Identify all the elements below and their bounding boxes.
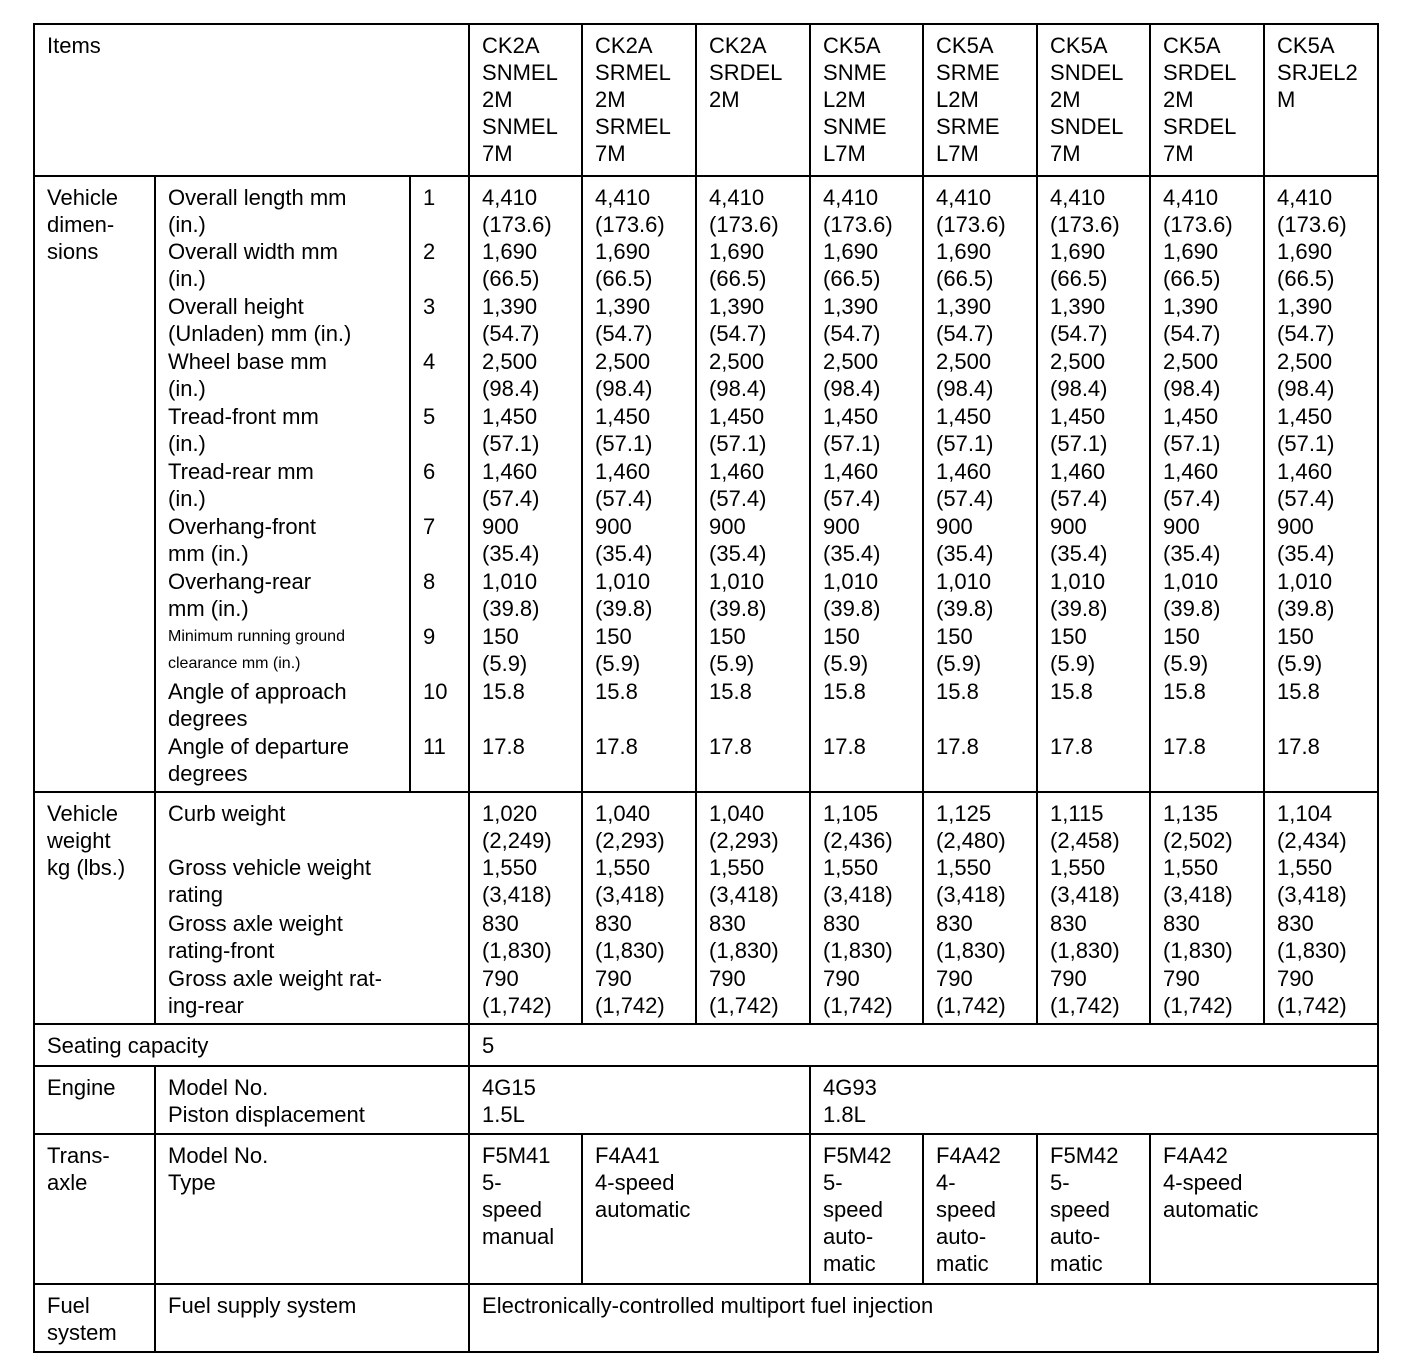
dimension-value: 1,450 (57.1) xyxy=(469,403,582,458)
dimension-label: Minimum running ground clearance mm (in.) xyxy=(155,623,410,678)
specifications-table-body xyxy=(34,24,1378,1352)
dimension-value: 1,010 (39.8) xyxy=(1264,568,1378,623)
weight-value: 790 (1,742) xyxy=(1264,965,1378,1024)
dimension-value: 1,460 (57.4) xyxy=(1264,458,1378,513)
weight-group-label: Vehicle weight kg (lbs.) xyxy=(34,792,155,1023)
weight-value: 1,550 (3,418) xyxy=(469,854,582,909)
weight-label: Curb weight xyxy=(155,792,469,854)
dimension-value: 150 (5.9) xyxy=(1150,623,1264,678)
model-header: CK5A SNME L2M SNME L7M xyxy=(810,24,923,176)
dimension-value: 1,690 (66.5) xyxy=(1150,238,1264,293)
dimension-value: 2,500 (98.4) xyxy=(582,348,696,403)
dimension-row xyxy=(34,733,1378,792)
items-header: Items xyxy=(34,24,469,176)
dimension-value: 4,410 (173.6) xyxy=(469,176,582,238)
transaxle-value: F4A41 4-speed automatic xyxy=(582,1134,810,1284)
dimension-value: 1,690 (66.5) xyxy=(810,238,923,293)
weight-value: 1,115 (2,458) xyxy=(1037,792,1150,854)
dimension-value: 1,460 (57.4) xyxy=(1037,458,1150,513)
weight-value: 830 (1,830) xyxy=(469,910,582,965)
weight-row xyxy=(34,854,1378,909)
dimension-value: 1,450 (57.1) xyxy=(1037,403,1150,458)
dimension-label: Overall height (Unladen) mm (in.) xyxy=(155,293,410,348)
engine-value: 4G15 1.5L xyxy=(469,1066,810,1134)
dimension-value: 900 (35.4) xyxy=(1037,513,1150,568)
weight-value: 830 (1,830) xyxy=(582,910,696,965)
dimension-value: 1,390 (54.7) xyxy=(923,293,1037,348)
dimension-value: 1,390 (54.7) xyxy=(1264,293,1378,348)
fuel-group-label: Fuel system xyxy=(34,1284,155,1352)
dimension-label: Overall width mm (in.) xyxy=(155,238,410,293)
dimension-value: 15.8 xyxy=(469,678,582,733)
dimensions-group-label: Vehicle dimen- sions xyxy=(34,176,155,792)
dimension-value: 17.8 xyxy=(469,733,582,792)
dimension-value: 900 (35.4) xyxy=(1264,513,1378,568)
dimension-value: 1,450 (57.1) xyxy=(1264,403,1378,458)
dimension-value: 1,690 (66.5) xyxy=(582,238,696,293)
dimension-label: Tread-front mm (in.) xyxy=(155,403,410,458)
weight-value: 1,040 (2,293) xyxy=(696,792,810,854)
weight-row xyxy=(34,965,1378,1024)
weight-value: 1,135 (2,502) xyxy=(1150,792,1264,854)
dimension-label: Overhang-rear mm (in.) xyxy=(155,568,410,623)
model-header: CK2A SNMEL 2M SNMEL 7M xyxy=(469,24,582,176)
dimension-value: 1,690 (66.5) xyxy=(923,238,1037,293)
dimension-label: Overhang-front mm (in.) xyxy=(155,513,410,568)
dimension-row xyxy=(34,403,1378,458)
seating-value: 5 xyxy=(469,1024,1378,1066)
dimension-value: 15.8 xyxy=(1150,678,1264,733)
fuel-value: Electronically-controlled multiport fuel injection xyxy=(469,1284,1378,1352)
model-header: CK5A SRDEL 2M SRDEL 7M xyxy=(1150,24,1264,176)
weight-value: 1,020 (2,249) xyxy=(469,792,582,854)
dimension-value: 1,690 (66.5) xyxy=(1264,238,1378,293)
model-header: CK5A SNDEL 2M SNDEL 7M xyxy=(1037,24,1150,176)
specifications-table xyxy=(33,23,1379,1353)
dimension-value: 2,500 (98.4) xyxy=(696,348,810,403)
weight-value: 1,550 (3,418) xyxy=(696,854,810,909)
dimension-value: 1,010 (39.8) xyxy=(469,568,582,623)
dimension-row xyxy=(34,176,1378,238)
weight-value: 790 (1,742) xyxy=(810,965,923,1024)
weight-value: 1,550 (3,418) xyxy=(582,854,696,909)
dimension-row xyxy=(34,293,1378,348)
dimension-value: 150 (5.9) xyxy=(1037,623,1150,678)
dimension-value: 1,390 (54.7) xyxy=(810,293,923,348)
dimension-label: Overall length mm (in.) xyxy=(155,176,410,238)
transaxle-value: F4A42 4- speed auto- matic xyxy=(923,1134,1037,1284)
transaxle-value: F5M41 5- speed manual xyxy=(469,1134,582,1284)
dimension-value: 2,500 (98.4) xyxy=(1150,348,1264,403)
dimension-row xyxy=(34,458,1378,513)
weight-value: 1,550 (3,418) xyxy=(1264,854,1378,909)
seating-row xyxy=(34,1024,1378,1066)
model-header: CK5A SRME L2M SRME L7M xyxy=(923,24,1037,176)
dimension-value: 150 (5.9) xyxy=(810,623,923,678)
dimension-row xyxy=(34,238,1378,293)
weight-value: 790 (1,742) xyxy=(1037,965,1150,1024)
weight-value: 790 (1,742) xyxy=(923,965,1037,1024)
dimension-value: 150 (5.9) xyxy=(923,623,1037,678)
dimension-number: 5 xyxy=(410,403,469,458)
dimension-value: 900 (35.4) xyxy=(923,513,1037,568)
dimension-value: 4,410 (173.6) xyxy=(1150,176,1264,238)
dimension-value: 1,460 (57.4) xyxy=(469,458,582,513)
dimension-value: 17.8 xyxy=(1037,733,1150,792)
weight-value: 1,550 (3,418) xyxy=(1150,854,1264,909)
header-row xyxy=(34,24,1378,176)
weight-value: 1,104 (2,434) xyxy=(1264,792,1378,854)
dimension-value: 15.8 xyxy=(1264,678,1378,733)
dimension-value: 17.8 xyxy=(923,733,1037,792)
dimension-value: 1,450 (57.1) xyxy=(923,403,1037,458)
weight-value: 1,550 (3,418) xyxy=(923,854,1037,909)
dimension-label: Tread-rear mm (in.) xyxy=(155,458,410,513)
dimension-value: 17.8 xyxy=(1150,733,1264,792)
dimension-value: 150 (5.9) xyxy=(582,623,696,678)
transaxle-value: F5M42 5- speed auto- matic xyxy=(810,1134,923,1284)
dimension-row xyxy=(34,623,1378,678)
seating-label: Seating capacity xyxy=(34,1024,469,1066)
dimension-value: 4,410 (173.6) xyxy=(696,176,810,238)
transaxle-row xyxy=(34,1134,1378,1284)
engine-group-label: Engine xyxy=(34,1066,155,1134)
weight-label: Gross axle weight rat- ing-rear xyxy=(155,965,469,1024)
dimension-value: 900 (35.4) xyxy=(582,513,696,568)
dimension-value: 1,460 (57.4) xyxy=(810,458,923,513)
dimension-value: 2,500 (98.4) xyxy=(1264,348,1378,403)
dimension-value: 2,500 (98.4) xyxy=(923,348,1037,403)
dimension-number: 2 xyxy=(410,238,469,293)
dimension-value: 1,460 (57.4) xyxy=(582,458,696,513)
weight-value: 830 (1,830) xyxy=(1264,910,1378,965)
dimension-number: 3 xyxy=(410,293,469,348)
dimension-value: 1,010 (39.8) xyxy=(1150,568,1264,623)
transaxle-labels: Model No. Type xyxy=(155,1134,469,1284)
dimension-value: 4,410 (173.6) xyxy=(923,176,1037,238)
weight-row xyxy=(34,792,1378,854)
dimension-value: 1,390 (54.7) xyxy=(1150,293,1264,348)
dimension-value: 15.8 xyxy=(696,678,810,733)
dimension-value: 1,450 (57.1) xyxy=(582,403,696,458)
dimension-number: 7 xyxy=(410,513,469,568)
weight-value: 1,550 (3,418) xyxy=(1037,854,1150,909)
dimension-number: 4 xyxy=(410,348,469,403)
dimension-number: 10 xyxy=(410,678,469,733)
model-header: CK2A SRMEL 2M SRMEL 7M xyxy=(582,24,696,176)
dimension-value: 4,410 (173.6) xyxy=(1037,176,1150,238)
dimension-value: 15.8 xyxy=(1037,678,1150,733)
dimension-value: 900 (35.4) xyxy=(469,513,582,568)
weight-value: 830 (1,830) xyxy=(696,910,810,965)
dimension-value: 150 (5.9) xyxy=(469,623,582,678)
fuel-label: Fuel supply system xyxy=(155,1284,469,1352)
weight-label: Gross vehicle weight rating xyxy=(155,854,469,909)
model-header: CK5A SRJEL2 M xyxy=(1264,24,1378,176)
engine-value: 4G93 1.8L xyxy=(810,1066,1378,1134)
engine-row xyxy=(34,1066,1378,1134)
weight-value: 1,125 (2,480) xyxy=(923,792,1037,854)
dimension-number: 8 xyxy=(410,568,469,623)
dimension-value: 17.8 xyxy=(582,733,696,792)
dimension-value: 1,460 (57.4) xyxy=(1150,458,1264,513)
dimension-value: 1,010 (39.8) xyxy=(582,568,696,623)
weight-value: 1,550 (3,418) xyxy=(810,854,923,909)
transaxle-value: F4A42 4-speed automatic xyxy=(1150,1134,1378,1284)
dimension-value: 150 (5.9) xyxy=(1264,623,1378,678)
weight-value: 830 (1,830) xyxy=(810,910,923,965)
dimension-value: 4,410 (173.6) xyxy=(1264,176,1378,238)
dimension-value: 17.8 xyxy=(1264,733,1378,792)
dimension-value: 15.8 xyxy=(810,678,923,733)
dimension-value: 1,010 (39.8) xyxy=(696,568,810,623)
dimension-value: 150 (5.9) xyxy=(696,623,810,678)
dimension-number: 6 xyxy=(410,458,469,513)
dimension-label: Angle of departure degrees xyxy=(155,733,410,792)
dimension-value: 4,410 (173.6) xyxy=(810,176,923,238)
dimension-number: 11 xyxy=(410,733,469,792)
weight-label: Gross axle weight rating-front xyxy=(155,910,469,965)
weight-value: 790 (1,742) xyxy=(696,965,810,1024)
dimension-value: 1,390 (54.7) xyxy=(582,293,696,348)
weight-value: 790 (1,742) xyxy=(582,965,696,1024)
fuel-row xyxy=(34,1284,1378,1352)
dimension-value: 900 (35.4) xyxy=(696,513,810,568)
dimension-value: 15.8 xyxy=(923,678,1037,733)
dimension-number: 9 xyxy=(410,623,469,678)
weight-value: 830 (1,830) xyxy=(1150,910,1264,965)
model-header: CK2A SRDEL 2M xyxy=(696,24,810,176)
dimension-label: Wheel base mm (in.) xyxy=(155,348,410,403)
weight-value: 790 (1,742) xyxy=(469,965,582,1024)
dimension-row xyxy=(34,348,1378,403)
dimension-value: 1,450 (57.1) xyxy=(810,403,923,458)
dimension-number: 1 xyxy=(410,176,469,238)
dimension-label: Angle of approach degrees xyxy=(155,678,410,733)
dimension-value: 1,690 (66.5) xyxy=(696,238,810,293)
weight-value: 830 (1,830) xyxy=(1037,910,1150,965)
dimension-value: 2,500 (98.4) xyxy=(469,348,582,403)
dimension-value: 1,450 (57.1) xyxy=(696,403,810,458)
engine-labels: Model No. Piston displacement xyxy=(155,1066,469,1134)
dimension-value: 1,450 (57.1) xyxy=(1150,403,1264,458)
weight-value: 830 (1,830) xyxy=(923,910,1037,965)
dimension-value: 1,010 (39.8) xyxy=(1037,568,1150,623)
dimension-value: 1,010 (39.8) xyxy=(810,568,923,623)
dimension-value: 2,500 (98.4) xyxy=(810,348,923,403)
dimension-value: 17.8 xyxy=(810,733,923,792)
weight-row xyxy=(34,910,1378,965)
dimension-value: 1,390 (54.7) xyxy=(696,293,810,348)
dimension-row xyxy=(34,678,1378,733)
dimension-value: 1,460 (57.4) xyxy=(923,458,1037,513)
dimension-value: 1,690 (66.5) xyxy=(1037,238,1150,293)
dimension-value: 1,690 (66.5) xyxy=(469,238,582,293)
dimension-row xyxy=(34,568,1378,623)
dimension-value: 1,010 (39.8) xyxy=(923,568,1037,623)
dimension-value: 17.8 xyxy=(696,733,810,792)
weight-value: 1,040 (2,293) xyxy=(582,792,696,854)
weight-value: 790 (1,742) xyxy=(1150,965,1264,1024)
dimension-value: 900 (35.4) xyxy=(1150,513,1264,568)
transaxle-group-label: Trans- axle xyxy=(34,1134,155,1284)
dimension-value: 4,410 (173.6) xyxy=(582,176,696,238)
dimension-value: 1,390 (54.7) xyxy=(469,293,582,348)
dimension-value: 1,460 (57.4) xyxy=(696,458,810,513)
dimension-row xyxy=(34,513,1378,568)
dimension-value: 2,500 (98.4) xyxy=(1037,348,1150,403)
dimension-value: 900 (35.4) xyxy=(810,513,923,568)
transaxle-value: F5M42 5- speed auto- matic xyxy=(1037,1134,1150,1284)
dimension-value: 15.8 xyxy=(582,678,696,733)
weight-value: 1,105 (2,436) xyxy=(810,792,923,854)
dimension-value: 1,390 (54.7) xyxy=(1037,293,1150,348)
